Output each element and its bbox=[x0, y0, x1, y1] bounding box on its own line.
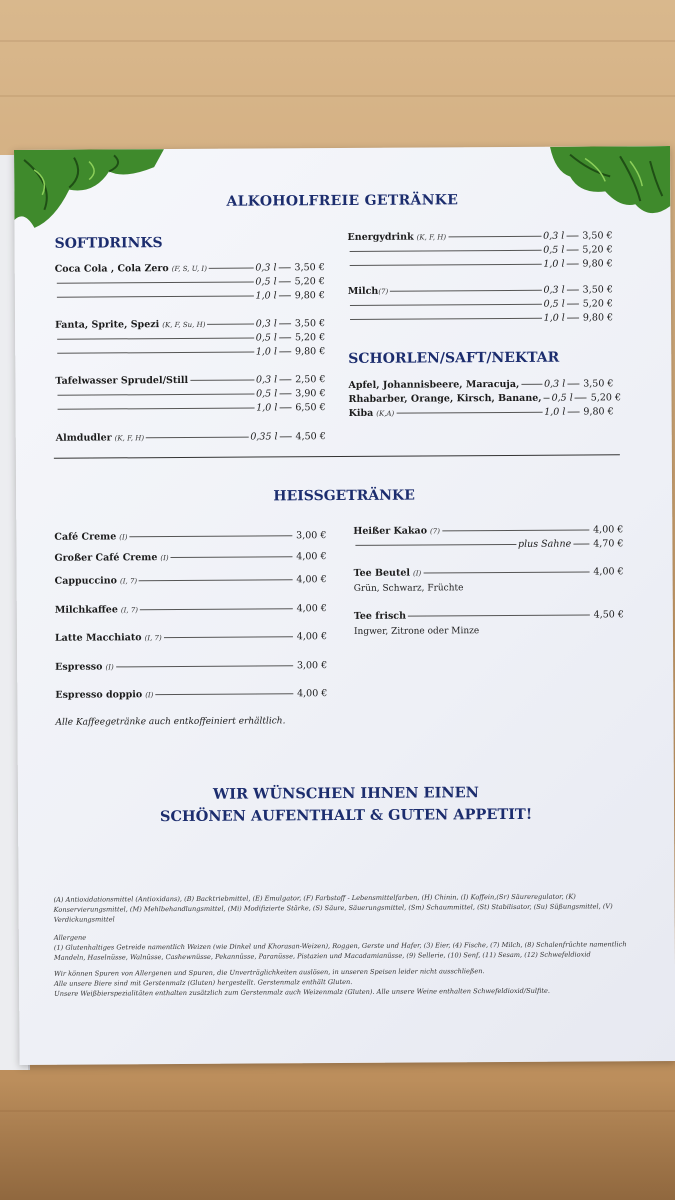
item-size: 0,5 l bbox=[255, 276, 277, 288]
menu-item-row bbox=[348, 298, 613, 311]
item-allergens: (I, 7) bbox=[119, 577, 138, 586]
item-size: 0,5 l bbox=[255, 332, 277, 344]
item-size: 0,3 l bbox=[255, 262, 277, 274]
closing-line-1: WIR WÜNSCHEN IHNEN EINEN bbox=[212, 784, 479, 803]
menu-item-row bbox=[55, 262, 325, 275]
leader-line bbox=[279, 379, 291, 380]
menu-item-row bbox=[353, 524, 623, 537]
leader-line bbox=[279, 337, 291, 338]
item-size: 1,0 l bbox=[256, 402, 278, 414]
item-name: Rhabarber, Orange, Kirsch, Banane, bbox=[348, 392, 542, 405]
item-price: 5,20 € bbox=[590, 392, 622, 404]
leader-line bbox=[567, 384, 579, 385]
menu-item-row bbox=[56, 402, 326, 415]
item-price: 4,00 € bbox=[593, 566, 624, 578]
item-price: 6,50 € bbox=[295, 402, 326, 414]
item-price: 4,50 € bbox=[295, 431, 326, 443]
leader-line bbox=[521, 384, 542, 385]
closing-message bbox=[18, 781, 674, 829]
allergen-legend bbox=[54, 891, 645, 999]
menu-item-row bbox=[348, 258, 613, 271]
leader-line bbox=[567, 412, 579, 413]
item-name: Espresso bbox=[55, 661, 103, 673]
item-size: 0,5 l bbox=[543, 244, 565, 256]
item-name: Coca Cola , Cola Zero bbox=[54, 263, 169, 275]
item-price: 3,00 € bbox=[296, 660, 328, 672]
leader-line bbox=[57, 282, 254, 284]
leader-line bbox=[129, 535, 292, 537]
item-size: 1,0 l bbox=[543, 312, 565, 324]
menu-page bbox=[14, 146, 675, 1065]
item-allergens: (I) bbox=[145, 691, 154, 700]
leader-line bbox=[350, 264, 542, 266]
item-price: 3,50 € bbox=[582, 230, 613, 242]
leader-line bbox=[279, 393, 291, 394]
item-name: Fanta, Sprite, Spezi bbox=[55, 319, 160, 331]
leader-line bbox=[139, 579, 292, 581]
menu-item-row bbox=[55, 660, 327, 673]
item-size: 1,0 l bbox=[255, 346, 278, 358]
item-name: Tee Beutel bbox=[353, 567, 411, 579]
item-description: Grün, Schwarz, Früchte bbox=[353, 583, 464, 594]
leader-line bbox=[575, 398, 587, 399]
item-allergens: (I, 7) bbox=[120, 606, 139, 615]
menu-item-row bbox=[56, 431, 326, 444]
leader-line bbox=[57, 296, 254, 298]
leader-line bbox=[390, 290, 541, 292]
hop-leaves-left-icon bbox=[14, 149, 164, 230]
leader-line bbox=[350, 304, 542, 306]
page-title: ALKOHOLFREIE GETRÄNKE bbox=[226, 192, 459, 210]
menu-item-row bbox=[348, 312, 613, 325]
leader-line bbox=[190, 380, 254, 381]
menu-item-row bbox=[348, 378, 613, 391]
item-price: 3,00 € bbox=[296, 530, 327, 542]
schorlen-heading: SCHORLEN/SAFT/NEKTAR bbox=[348, 349, 560, 367]
item-size: 1,0 l bbox=[543, 258, 565, 270]
item-allergens: (7) bbox=[430, 527, 440, 536]
hop-leaves-right-icon bbox=[550, 146, 670, 222]
leader-line bbox=[279, 267, 291, 268]
table-shadow bbox=[0, 1080, 675, 1200]
item-price: 4,00 € bbox=[296, 603, 327, 615]
item-size: 0,3 l bbox=[255, 318, 277, 330]
item-size: 0,5 l bbox=[543, 298, 565, 310]
item-name: Tafelwasser Sprudel/Still bbox=[55, 374, 189, 387]
leader-line bbox=[567, 304, 579, 305]
item-price: 4,00 € bbox=[593, 524, 624, 536]
item-price: 4,70 € bbox=[593, 538, 624, 550]
menu-item-row bbox=[354, 609, 624, 622]
leader-line bbox=[57, 394, 254, 396]
section-divider bbox=[54, 454, 620, 458]
item-price: 9,80 € bbox=[582, 312, 614, 324]
menu-item-row bbox=[55, 388, 325, 401]
leader-line bbox=[442, 529, 589, 531]
item-allergens: (K, F, H) bbox=[114, 434, 145, 443]
item-price: 5,20 € bbox=[294, 332, 326, 344]
item-name: Heißer Kakao bbox=[353, 525, 428, 537]
legend-note-2: Alle unsere Biere sind mit Gerstenmalz (Gluten) hergestellt. Gerstenmalz enthält Gluten. bbox=[54, 977, 353, 988]
item-price: 5,20 € bbox=[294, 276, 325, 288]
menu-item-row bbox=[55, 688, 327, 701]
leader-line bbox=[566, 250, 578, 251]
item-price: 5,20 € bbox=[582, 244, 613, 256]
menu-item-row bbox=[55, 346, 325, 359]
leader-line bbox=[57, 338, 254, 340]
leader-line bbox=[396, 412, 542, 414]
item-description: Ingwer, Zitrone oder Minze bbox=[353, 626, 480, 637]
wood-grain bbox=[0, 40, 675, 42]
leader-line bbox=[355, 544, 516, 546]
item-price: 2,50 € bbox=[295, 374, 326, 386]
additives-text: (A) Antioxidationsmittel (Antioxidans), (B) Backtriebmittel, (E) Emulgator, (F) Farbstoff - Lebensmittelfarben, (H) Chinin, (I) Koffein,(Sr) Säureregulator, (K) Konservierungsmittel, (M) Mehlbehandlungsmittel, (Mi) Modifizierte Stärke, (S) Säure, Säuerungsmittel, (Sm) Schaummittel, (St) Stabilisator, (Su) Süßungsmittel, (V) Verdickungsmittel bbox=[53, 892, 613, 924]
leader-line bbox=[207, 324, 253, 325]
leader-line bbox=[140, 608, 293, 610]
item-price: 3,50 € bbox=[582, 284, 613, 296]
menu-item-row bbox=[353, 538, 623, 551]
item-price: 9,80 € bbox=[294, 290, 325, 302]
item-name: Almdudler bbox=[55, 432, 112, 444]
leader-line bbox=[58, 408, 255, 410]
heiss-heading: HEISSGETRÄNKE bbox=[273, 487, 415, 505]
item-size: 1,0 l bbox=[255, 290, 277, 302]
menu-item-row bbox=[55, 290, 325, 303]
item-price: 9,80 € bbox=[582, 258, 613, 270]
item-size: 0,3 l bbox=[543, 230, 565, 242]
item-allergens: (K,A) bbox=[376, 409, 395, 418]
leader-line bbox=[408, 614, 590, 616]
item-size: 0,3 l bbox=[544, 378, 566, 390]
menu-item-row bbox=[55, 374, 325, 387]
item-allergens: (F, S, U, I) bbox=[171, 264, 207, 274]
menu-item-row bbox=[348, 244, 613, 257]
item-allergens: (I) bbox=[119, 533, 128, 542]
item-name: Milchkaffee bbox=[54, 604, 118, 616]
extra-label: plus Sahne bbox=[517, 538, 572, 550]
closing-line-2: SCHÖNEN AUFENTHALT & GUTEN APPETIT! bbox=[159, 805, 533, 826]
item-price: 3,50 € bbox=[294, 262, 325, 274]
leader-line bbox=[350, 318, 542, 320]
menu-item-row bbox=[55, 603, 327, 616]
leader-line bbox=[567, 290, 579, 291]
allergene-title: Allergene bbox=[53, 933, 87, 942]
menu-item-row bbox=[348, 392, 622, 405]
item-name: Tee frisch bbox=[353, 610, 407, 622]
leader-line bbox=[423, 571, 589, 573]
menu-item-row bbox=[55, 276, 325, 289]
legend-note-3: Unsere Weißbierspezialitäten enthalten zusätzlich zum Gerstenmalz auch Weizenmalz (Gluten). Alle unsere Weine enthalten Schwefeldioxid/Sulfite. bbox=[54, 986, 551, 998]
item-name: Apfel, Johannisbeere, Maracuja, bbox=[348, 378, 520, 391]
item-price: 3,90 € bbox=[295, 388, 326, 400]
item-size: 0,5 l bbox=[256, 388, 278, 400]
leader-line bbox=[146, 437, 248, 439]
item-size: 0,3 l bbox=[255, 374, 278, 386]
decaf-note: Alle Kaffeegetränke auch entkoffeiniert erhältlich. bbox=[55, 716, 286, 728]
leader-line bbox=[566, 264, 578, 265]
allergene-text: (1) Glutenhaltiges Getreide namentlich Weizen (wie Dinkel und Khorasan-Weizen), Roggen, Gerste und Hafer, (3) Eier, (4) Fische, (7) Milch, (8) Schalenfrüchte namentlich Mandeln, Haselnüsse, Walnüsse, Cashewnüsse, Pekannüsse, Paranüsse, Pistazien und Macadamianüsse, (9) Sellerie, (10) Senf, (11) Sesam, (12) Schwefeldioxid bbox=[53, 940, 627, 962]
leader-line bbox=[164, 636, 293, 638]
leader-line bbox=[171, 556, 293, 558]
item-name: Energydrink bbox=[347, 231, 414, 243]
menu-item-row bbox=[54, 551, 326, 564]
leader-line bbox=[279, 281, 291, 282]
menu-item-row bbox=[55, 332, 325, 345]
item-size: 0,35 l bbox=[250, 431, 278, 443]
item-size: 1,0 l bbox=[544, 406, 566, 418]
item-name: Latte Macchiato bbox=[54, 632, 142, 644]
item-name: Kiba bbox=[348, 407, 374, 419]
item-name: Milch bbox=[347, 285, 379, 297]
menu-item-row bbox=[55, 318, 325, 331]
item-size: 0,5 l bbox=[551, 392, 573, 404]
item-name: Espresso doppio bbox=[55, 689, 143, 701]
leader-line bbox=[279, 351, 291, 352]
leader-line bbox=[279, 407, 291, 408]
item-name: Cappuccino bbox=[54, 575, 118, 587]
item-allergens: (7) bbox=[378, 287, 389, 296]
menu-item-row bbox=[54, 530, 326, 543]
leader-line bbox=[350, 250, 542, 252]
menu-item-row bbox=[348, 230, 613, 243]
item-name: Großer Café Creme bbox=[54, 552, 158, 564]
item-price: 9,80 € bbox=[583, 406, 614, 418]
item-price: 3,50 € bbox=[294, 318, 326, 330]
item-allergens: (I) bbox=[412, 569, 422, 578]
item-price: 3,50 € bbox=[583, 378, 614, 390]
leader-line bbox=[544, 398, 550, 399]
item-allergens: (K, F, H) bbox=[416, 233, 447, 242]
leader-line bbox=[279, 323, 291, 324]
leader-line bbox=[567, 318, 579, 319]
menu-item-row bbox=[55, 631, 327, 644]
leader-line bbox=[566, 236, 578, 237]
item-price: 9,80 € bbox=[294, 346, 326, 358]
item-price: 4,00 € bbox=[296, 574, 327, 586]
item-size: 0,3 l bbox=[543, 284, 565, 296]
item-price: 5,20 € bbox=[582, 298, 613, 310]
leader-line bbox=[57, 352, 254, 354]
leader-line bbox=[209, 268, 253, 269]
leader-line bbox=[280, 436, 292, 437]
menu-item-row bbox=[354, 566, 624, 579]
item-price: 4,00 € bbox=[297, 688, 328, 700]
menu-item-row bbox=[348, 284, 613, 297]
leader-line bbox=[155, 693, 293, 695]
leader-line bbox=[573, 543, 589, 544]
item-allergens: (I, 7) bbox=[144, 634, 162, 643]
item-allergens: (I) bbox=[160, 554, 169, 563]
item-price: 4,50 € bbox=[593, 609, 624, 621]
item-price: 4,00 € bbox=[296, 551, 327, 563]
wood-grain bbox=[0, 95, 675, 97]
softdrinks-heading: SOFTDRINKS bbox=[54, 235, 163, 252]
leader-line bbox=[279, 295, 291, 296]
item-name: Café Creme bbox=[54, 531, 117, 543]
leader-line bbox=[448, 236, 541, 238]
legend-note-1: Wir können Spuren von Allergenen und Spuren, die Unverträglichkeiten auslösen, in unseren Speisen leider nicht ausschließen. bbox=[54, 967, 485, 978]
menu-item-row bbox=[349, 406, 614, 419]
leader-line bbox=[116, 665, 293, 667]
item-allergens: (K, F, Su, H) bbox=[162, 320, 206, 330]
menu-item-row bbox=[55, 574, 327, 587]
item-price: 4,00 € bbox=[296, 631, 328, 643]
item-allergens: (I) bbox=[105, 663, 114, 672]
